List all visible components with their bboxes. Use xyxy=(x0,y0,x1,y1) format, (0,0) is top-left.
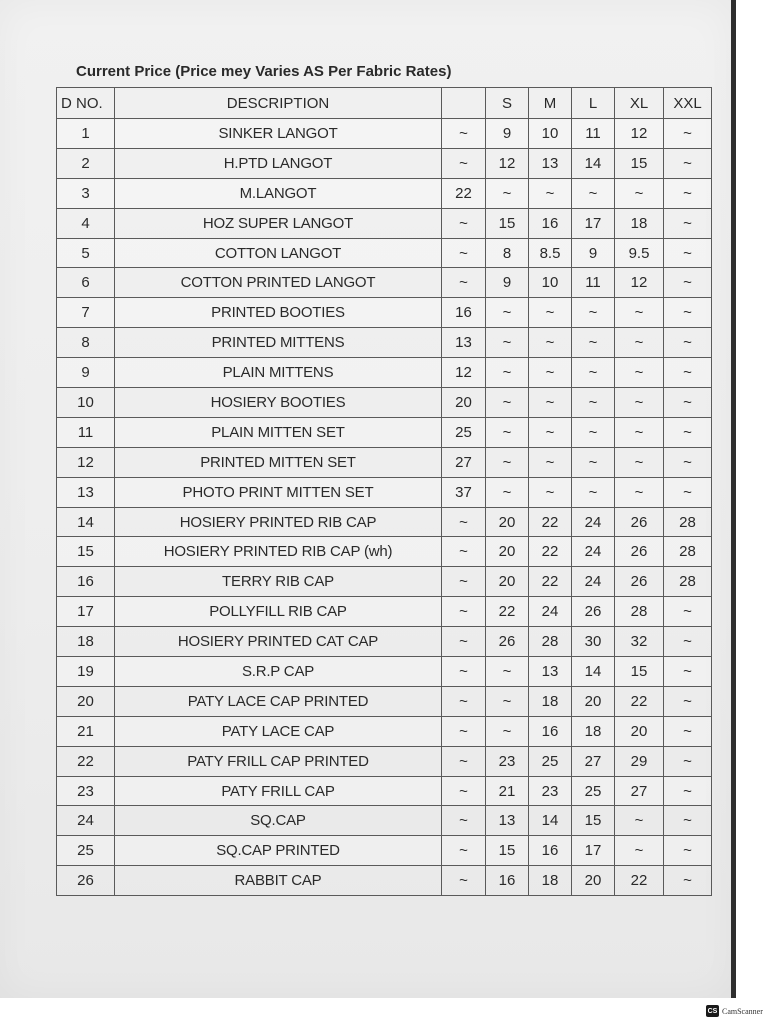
cell-free-size: 27 xyxy=(442,447,486,477)
cell-m: 18 xyxy=(529,686,572,716)
cell-s: 9 xyxy=(486,268,529,298)
cell-s: ~ xyxy=(486,477,529,507)
camscanner-icon: CS xyxy=(706,1005,719,1017)
cell-l: 24 xyxy=(572,537,615,567)
cell-xxl: 28 xyxy=(664,507,712,537)
column-header-xl: XL xyxy=(615,88,664,119)
table-row xyxy=(57,806,712,836)
cell-l: ~ xyxy=(572,328,615,358)
cell-free-size: ~ xyxy=(442,806,486,836)
cell-free-size: 37 xyxy=(442,477,486,507)
cell-xl: ~ xyxy=(615,178,664,208)
cell-xl: ~ xyxy=(615,477,664,507)
cell-xxl: ~ xyxy=(664,776,712,806)
cell-s: 22 xyxy=(486,597,529,627)
cell-dno: 3 xyxy=(57,178,115,208)
cell-description: PLAIN MITTEN SET xyxy=(115,417,442,447)
cell-m: 16 xyxy=(529,208,572,238)
column-header-l: L xyxy=(572,88,615,119)
cell-description: PHOTO PRINT MITTEN SET xyxy=(115,477,442,507)
cell-m: 25 xyxy=(529,746,572,776)
cell-m: ~ xyxy=(529,477,572,507)
cell-s: 15 xyxy=(486,208,529,238)
cell-s: 12 xyxy=(486,148,529,178)
cell-m: 22 xyxy=(529,537,572,567)
cell-xl: ~ xyxy=(615,836,664,866)
table-row xyxy=(57,657,712,687)
cell-xxl: ~ xyxy=(664,866,712,896)
cell-xl: ~ xyxy=(615,328,664,358)
cell-xl: 22 xyxy=(615,686,664,716)
cell-l: 9 xyxy=(572,238,615,268)
cell-xl: 9.5 xyxy=(615,238,664,268)
cell-free-size: ~ xyxy=(442,866,486,896)
table-row xyxy=(57,358,712,388)
cell-free-size: ~ xyxy=(442,627,486,657)
cell-description: PATY FRILL CAP xyxy=(115,776,442,806)
cell-dno: 17 xyxy=(57,597,115,627)
cell-l: 24 xyxy=(572,567,615,597)
cell-free-size: ~ xyxy=(442,776,486,806)
cell-dno: 24 xyxy=(57,806,115,836)
cell-description: TERRY RIB CAP xyxy=(115,567,442,597)
cell-s: ~ xyxy=(486,388,529,418)
cell-s: 9 xyxy=(486,119,529,149)
cell-description: PATY FRILL CAP PRINTED xyxy=(115,746,442,776)
table-row xyxy=(57,119,712,149)
cell-l: 14 xyxy=(572,148,615,178)
cell-dno: 10 xyxy=(57,388,115,418)
cell-l: 14 xyxy=(572,657,615,687)
cell-free-size: ~ xyxy=(442,208,486,238)
page-title: Current Price (Price mey Varies AS Per Fabric Rates) xyxy=(76,63,452,80)
cell-xl: 22 xyxy=(615,866,664,896)
table-row xyxy=(57,507,712,537)
table-row xyxy=(57,597,712,627)
table-row xyxy=(57,746,712,776)
cell-s: ~ xyxy=(486,657,529,687)
cell-dno: 15 xyxy=(57,537,115,567)
cell-dno: 18 xyxy=(57,627,115,657)
cell-l: ~ xyxy=(572,388,615,418)
cell-free-size: 16 xyxy=(442,298,486,328)
table-body xyxy=(57,119,712,896)
cell-free-size: ~ xyxy=(442,148,486,178)
cell-xxl: ~ xyxy=(664,477,712,507)
cell-l: ~ xyxy=(572,178,615,208)
cell-xxl: ~ xyxy=(664,208,712,238)
cell-m: 10 xyxy=(529,119,572,149)
cell-free-size: ~ xyxy=(442,268,486,298)
table-row xyxy=(57,328,712,358)
cell-m: ~ xyxy=(529,447,572,477)
cell-l: ~ xyxy=(572,477,615,507)
cell-s: 15 xyxy=(486,836,529,866)
table-row xyxy=(57,208,712,238)
cell-m: ~ xyxy=(529,388,572,418)
cell-xl: ~ xyxy=(615,358,664,388)
table-row xyxy=(57,178,712,208)
cell-xxl: ~ xyxy=(664,148,712,178)
table-header-row xyxy=(57,88,712,119)
cell-dno: 5 xyxy=(57,238,115,268)
cell-description: PATY LACE CAP PRINTED xyxy=(115,686,442,716)
cell-free-size: ~ xyxy=(442,746,486,776)
cell-m: ~ xyxy=(529,178,572,208)
cell-xl: 29 xyxy=(615,746,664,776)
cell-description: HOZ SUPER LANGOT xyxy=(115,208,442,238)
cell-xxl: ~ xyxy=(664,657,712,687)
cell-xl: 32 xyxy=(615,627,664,657)
cell-m: 10 xyxy=(529,268,572,298)
cell-xl: 12 xyxy=(615,268,664,298)
camscanner-label: CamScanner xyxy=(722,1006,763,1016)
cell-xxl: ~ xyxy=(664,447,712,477)
cell-free-size: ~ xyxy=(442,597,486,627)
cell-xxl: ~ xyxy=(664,268,712,298)
cell-l: 26 xyxy=(572,597,615,627)
cell-xxl: ~ xyxy=(664,417,712,447)
column-header-free-size xyxy=(442,88,486,119)
cell-s: ~ xyxy=(486,716,529,746)
table-row xyxy=(57,627,712,657)
cell-dno: 20 xyxy=(57,686,115,716)
column-header-description: DESCRIPTION xyxy=(115,88,442,119)
cell-description: POLLYFILL RIB CAP xyxy=(115,597,442,627)
cell-free-size: 12 xyxy=(442,358,486,388)
cell-s: ~ xyxy=(486,358,529,388)
cell-l: 30 xyxy=(572,627,615,657)
cell-description: HOSIERY PRINTED CAT CAP xyxy=(115,627,442,657)
cell-dno: 14 xyxy=(57,507,115,537)
cell-xl: ~ xyxy=(615,298,664,328)
cell-dno: 4 xyxy=(57,208,115,238)
cell-dno: 22 xyxy=(57,746,115,776)
cell-free-size: ~ xyxy=(442,567,486,597)
cell-free-size: ~ xyxy=(442,836,486,866)
cell-dno: 25 xyxy=(57,836,115,866)
cell-xl: 26 xyxy=(615,537,664,567)
cell-xxl: ~ xyxy=(664,298,712,328)
cell-dno: 23 xyxy=(57,776,115,806)
cell-m: ~ xyxy=(529,358,572,388)
cell-description: COTTON LANGOT xyxy=(115,238,442,268)
cell-description: PRINTED MITTENS xyxy=(115,328,442,358)
table-row xyxy=(57,148,712,178)
cell-l: ~ xyxy=(572,358,615,388)
cell-free-size: ~ xyxy=(442,686,486,716)
cell-m: 8.5 xyxy=(529,238,572,268)
table-row xyxy=(57,388,712,418)
cell-s: 16 xyxy=(486,866,529,896)
cell-m: ~ xyxy=(529,298,572,328)
cell-s: 21 xyxy=(486,776,529,806)
table-row xyxy=(57,477,712,507)
cell-xxl: ~ xyxy=(664,746,712,776)
cell-l: ~ xyxy=(572,417,615,447)
cell-xl: 15 xyxy=(615,148,664,178)
cell-m: 23 xyxy=(529,776,572,806)
cell-description: PRINTED MITTEN SET xyxy=(115,447,442,477)
cell-dno: 1 xyxy=(57,119,115,149)
cell-xxl: ~ xyxy=(664,328,712,358)
cell-m: 16 xyxy=(529,716,572,746)
cell-dno: 21 xyxy=(57,716,115,746)
cell-xl: ~ xyxy=(615,447,664,477)
cell-description: HOSIERY PRINTED RIB CAP xyxy=(115,507,442,537)
cell-s: ~ xyxy=(486,447,529,477)
table-row xyxy=(57,567,712,597)
cell-l: ~ xyxy=(572,447,615,477)
cell-xl: ~ xyxy=(615,417,664,447)
cell-xxl: ~ xyxy=(664,178,712,208)
cell-l: 11 xyxy=(572,119,615,149)
cell-s: 20 xyxy=(486,537,529,567)
cell-xl: 20 xyxy=(615,716,664,746)
cell-l: 25 xyxy=(572,776,615,806)
cell-description: SQ.CAP PRINTED xyxy=(115,836,442,866)
cell-free-size: 20 xyxy=(442,388,486,418)
column-header-xxl: XXL xyxy=(664,88,712,119)
cell-free-size: ~ xyxy=(442,507,486,537)
table-row xyxy=(57,866,712,896)
table-row xyxy=(57,836,712,866)
cell-free-size: ~ xyxy=(442,716,486,746)
cell-s: ~ xyxy=(486,178,529,208)
cell-dno: 7 xyxy=(57,298,115,328)
cell-dno: 26 xyxy=(57,866,115,896)
table-row xyxy=(57,686,712,716)
cell-m: 22 xyxy=(529,567,572,597)
cell-description: SINKER LANGOT xyxy=(115,119,442,149)
table-row xyxy=(57,238,712,268)
cell-description: M.LANGOT xyxy=(115,178,442,208)
cell-dno: 8 xyxy=(57,328,115,358)
table-row xyxy=(57,447,712,477)
cell-m: ~ xyxy=(529,417,572,447)
cell-xl: 28 xyxy=(615,597,664,627)
cell-dno: 13 xyxy=(57,477,115,507)
cell-description: S.R.P CAP xyxy=(115,657,442,687)
cell-m: 16 xyxy=(529,836,572,866)
cell-xxl: ~ xyxy=(664,597,712,627)
cell-l: 27 xyxy=(572,746,615,776)
cell-s: ~ xyxy=(486,298,529,328)
camscanner-logo xyxy=(706,1005,763,1017)
cell-dno: 12 xyxy=(57,447,115,477)
cell-free-size: ~ xyxy=(442,657,486,687)
cell-description: RABBIT CAP xyxy=(115,866,442,896)
price-table xyxy=(56,87,712,896)
cell-description: COTTON PRINTED LANGOT xyxy=(115,268,442,298)
cell-s: 26 xyxy=(486,627,529,657)
column-header-s: S xyxy=(486,88,529,119)
cell-l: 15 xyxy=(572,806,615,836)
cell-dno: 9 xyxy=(57,358,115,388)
cell-xxl: ~ xyxy=(664,238,712,268)
cell-m: 22 xyxy=(529,507,572,537)
cell-dno: 11 xyxy=(57,417,115,447)
cell-s: ~ xyxy=(486,686,529,716)
cell-xxl: 28 xyxy=(664,567,712,597)
cell-xxl: ~ xyxy=(664,686,712,716)
cell-xxl: ~ xyxy=(664,716,712,746)
cell-l: 17 xyxy=(572,208,615,238)
cell-free-size: ~ xyxy=(442,537,486,567)
cell-l: 17 xyxy=(572,836,615,866)
cell-l: 18 xyxy=(572,716,615,746)
cell-m: ~ xyxy=(529,328,572,358)
cell-s: 8 xyxy=(486,238,529,268)
column-header-m: M xyxy=(529,88,572,119)
cell-l: ~ xyxy=(572,298,615,328)
table-row xyxy=(57,417,712,447)
cell-m: 14 xyxy=(529,806,572,836)
cell-l: 20 xyxy=(572,686,615,716)
cell-description: HOSIERY PRINTED RIB CAP (wh) xyxy=(115,537,442,567)
cell-xxl: ~ xyxy=(664,806,712,836)
cell-xxl: ~ xyxy=(664,388,712,418)
cell-xl: 26 xyxy=(615,567,664,597)
table-row xyxy=(57,537,712,567)
cell-xxl: 28 xyxy=(664,537,712,567)
table-row xyxy=(57,268,712,298)
cell-s: 20 xyxy=(486,567,529,597)
column-header-dno: D NO. xyxy=(57,88,115,119)
cell-s: 13 xyxy=(486,806,529,836)
cell-description: PLAIN MITTENS xyxy=(115,358,442,388)
cell-s: 20 xyxy=(486,507,529,537)
cell-l: 11 xyxy=(572,268,615,298)
cell-m: 28 xyxy=(529,627,572,657)
cell-description: SQ.CAP xyxy=(115,806,442,836)
cell-dno: 6 xyxy=(57,268,115,298)
cell-xl: 18 xyxy=(615,208,664,238)
cell-dno: 16 xyxy=(57,567,115,597)
cell-xl: 12 xyxy=(615,119,664,149)
cell-description: HOSIERY BOOTIES xyxy=(115,388,442,418)
cell-l: 20 xyxy=(572,866,615,896)
cell-xxl: ~ xyxy=(664,836,712,866)
cell-m: 13 xyxy=(529,657,572,687)
cell-s: 23 xyxy=(486,746,529,776)
cell-m: 18 xyxy=(529,866,572,896)
cell-m: 24 xyxy=(529,597,572,627)
cell-xxl: ~ xyxy=(664,119,712,149)
cell-xxl: ~ xyxy=(664,358,712,388)
table-row xyxy=(57,776,712,806)
cell-xl: ~ xyxy=(615,806,664,836)
cell-xl: 15 xyxy=(615,657,664,687)
cell-free-size: ~ xyxy=(442,238,486,268)
cell-dno: 2 xyxy=(57,148,115,178)
cell-s: ~ xyxy=(486,417,529,447)
cell-m: 13 xyxy=(529,148,572,178)
table-row xyxy=(57,716,712,746)
cell-description: PRINTED BOOTIES xyxy=(115,298,442,328)
cell-free-size: 25 xyxy=(442,417,486,447)
cell-dno: 19 xyxy=(57,657,115,687)
cell-description: H.PTD LANGOT xyxy=(115,148,442,178)
cell-free-size: 13 xyxy=(442,328,486,358)
cell-xl: 27 xyxy=(615,776,664,806)
cell-free-size: ~ xyxy=(442,119,486,149)
table-row xyxy=(57,298,712,328)
cell-xl: ~ xyxy=(615,388,664,418)
cell-xxl: ~ xyxy=(664,627,712,657)
cell-free-size: 22 xyxy=(442,178,486,208)
cell-s: ~ xyxy=(486,328,529,358)
cell-description: PATY LACE CAP xyxy=(115,716,442,746)
cell-l: 24 xyxy=(572,507,615,537)
cell-xl: 26 xyxy=(615,507,664,537)
